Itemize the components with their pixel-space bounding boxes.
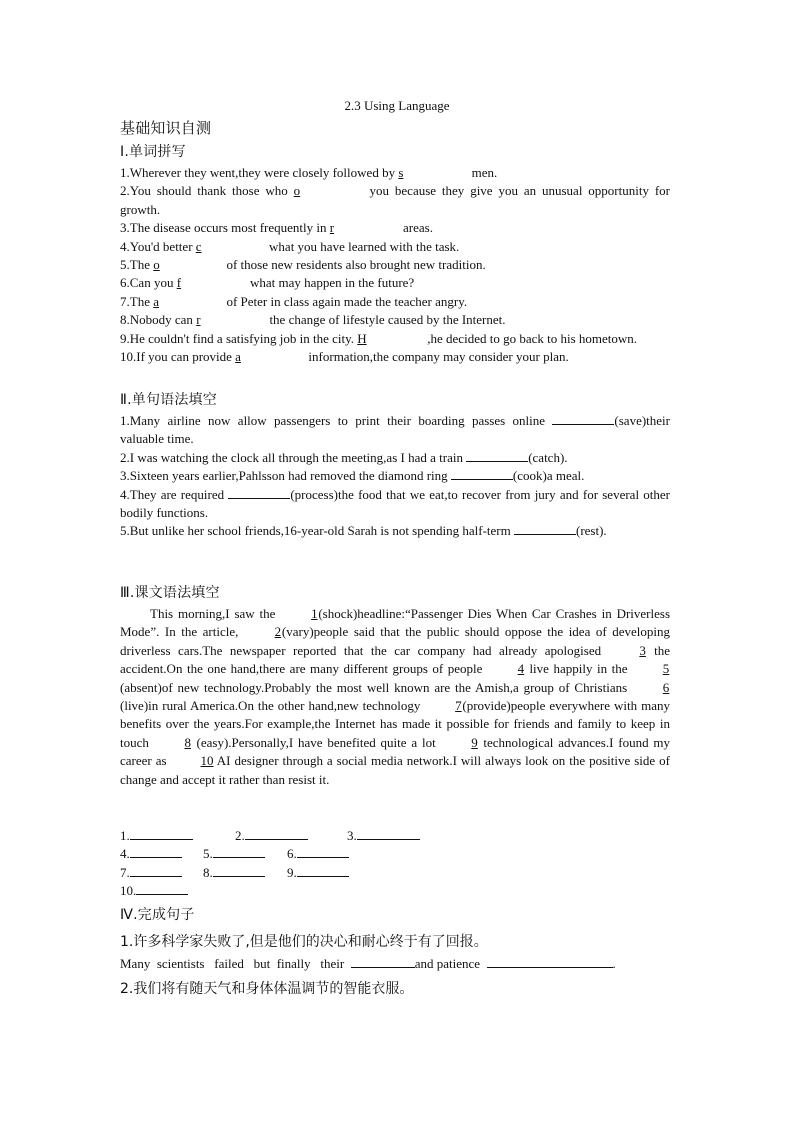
numbered-blank[interactable]: 7 bbox=[455, 698, 462, 714]
item-text: 10.If you can provide bbox=[120, 349, 236, 365]
answer-blank[interactable] bbox=[213, 845, 265, 858]
answer-blank[interactable] bbox=[130, 864, 182, 877]
item-text: 1.Wherever they went,they were closely followed by bbox=[120, 165, 399, 180]
answer-blank[interactable] bbox=[466, 449, 528, 462]
item-text: 2.I was watching the clock all through the meeting,as I had a train bbox=[120, 449, 467, 465]
passage-text: (easy).Personally,I have benefited quite a lot bbox=[191, 734, 441, 750]
answer-blank[interactable] bbox=[130, 827, 193, 840]
answer-slot bbox=[203, 845, 265, 862]
numbered-blank[interactable]: 5 bbox=[662, 661, 670, 677]
answer-slot bbox=[347, 827, 420, 844]
item-text: 7.The bbox=[120, 293, 154, 309]
section-3-passage bbox=[120, 605, 670, 789]
passage-text: (absent)of new technology.Probably the most well known are the Amish,a group of Christians bbox=[120, 679, 632, 695]
item-text: what you have learned with the task. bbox=[265, 238, 460, 254]
spelling-item bbox=[120, 182, 670, 219]
passage-text: (vary)people said that the public should oppose the idea of developing driverless cars.The newspaper reported that the car company had already apologised bbox=[120, 624, 670, 658]
answer-slot bbox=[120, 864, 182, 881]
answer-slot bbox=[235, 827, 308, 844]
passage-text: (live)in rural America.On the other hand,new technology bbox=[120, 698, 425, 714]
item-text: (process)the food that we eat,to recover from jury and for several other bodily functions. bbox=[120, 486, 670, 521]
spelling-item bbox=[120, 293, 670, 311]
answer-blank[interactable] bbox=[351, 955, 415, 968]
section-3-title: Ⅲ.课文语法填空 bbox=[120, 585, 220, 601]
document-title: 2.3 Using Language bbox=[344, 98, 450, 113]
item-text: what may happen in the future? bbox=[246, 275, 415, 291]
answer-number: 5. bbox=[203, 846, 213, 861]
answer-slot bbox=[287, 845, 349, 862]
section-2-title: Ⅱ.单句语法填空 bbox=[120, 392, 217, 408]
grammar-item bbox=[120, 486, 670, 523]
answer-blank[interactable] bbox=[451, 467, 513, 480]
passage-text: AI designer through a social media network.I will always look on the positive side of change and accept it rather than resist it. bbox=[120, 753, 670, 787]
answer-blank[interactable]: r bbox=[329, 220, 335, 236]
item-text: you because they give you an unusual opportunity for growth. bbox=[120, 183, 671, 217]
answer-slot bbox=[120, 882, 188, 899]
spelling-item bbox=[120, 256, 670, 274]
answer-slot bbox=[287, 864, 349, 881]
item-text: 3.The disease occurs most frequently in bbox=[120, 220, 330, 236]
numbered-blank[interactable]: 10 bbox=[200, 753, 214, 769]
spelling-item bbox=[120, 238, 670, 256]
answer-blank[interactable] bbox=[297, 864, 349, 877]
answer-blank[interactable]: H bbox=[357, 330, 367, 346]
item-text: 5.The bbox=[120, 257, 154, 273]
item-text: 4.They are required bbox=[120, 486, 229, 502]
answer-blank[interactable]: c bbox=[195, 238, 202, 254]
passage-text: technological advances.I found my career as bbox=[120, 734, 671, 769]
answer-number: 3. bbox=[347, 828, 357, 843]
answer-blank[interactable] bbox=[297, 845, 349, 858]
section-2-list bbox=[120, 412, 670, 541]
item-text: areas. bbox=[399, 220, 433, 236]
answer-blank[interactable]: o bbox=[293, 183, 301, 199]
answer-blank[interactable] bbox=[136, 882, 188, 895]
answer-blank[interactable] bbox=[245, 827, 308, 840]
item-text: 8.Nobody can bbox=[120, 312, 197, 328]
item-text: information,the company may consider your plan. bbox=[305, 349, 569, 365]
section-heading: 基础知识自测 bbox=[120, 119, 212, 137]
answer-number: 2. bbox=[235, 828, 245, 843]
item-text: (save)their valuable time. bbox=[120, 413, 670, 447]
translation-prompt-1: 1.许多科学家失败了,但是他们的决心和耐心终于有了回报。 bbox=[120, 934, 488, 950]
answer-blank[interactable] bbox=[487, 955, 613, 968]
spelling-item bbox=[120, 219, 670, 237]
item-text: ,he decided to go back to his hometown. bbox=[427, 330, 638, 346]
answer-slot bbox=[120, 845, 182, 862]
sentence-start: Many scientists failed but finally their bbox=[120, 956, 351, 971]
answer-number: 1. bbox=[120, 828, 130, 843]
grammar-item bbox=[120, 449, 670, 467]
item-text: (rest). bbox=[575, 523, 607, 539]
numbered-blank[interactable]: 9 bbox=[471, 734, 478, 750]
sentence-middle: and patience bbox=[414, 956, 487, 971]
item-text: 9.He couldn't find a satisfying job in the city. bbox=[120, 330, 358, 346]
numbered-blank[interactable]: 3 bbox=[639, 642, 646, 658]
numbered-blank[interactable]: 1 bbox=[311, 606, 318, 621]
answer-blank[interactable]: a bbox=[235, 349, 241, 365]
translation-prompt-2: 2.我们将有随天气和身体体温调节的智能衣服。 bbox=[120, 981, 414, 997]
numbered-blank[interactable]: 8 bbox=[184, 734, 191, 750]
passage-text: (shock)headline:“Passenger Dies When Car Crashes in Driverless Mode”. In the article, bbox=[120, 606, 670, 640]
grammar-item bbox=[120, 467, 670, 485]
item-text: (cook)a meal. bbox=[512, 468, 585, 484]
answer-number: 9. bbox=[287, 865, 297, 880]
answer-number: 4. bbox=[120, 846, 130, 861]
item-text: the change of lifestyle caused by the Internet. bbox=[266, 312, 506, 328]
numbered-blank[interactable]: 4 bbox=[517, 661, 525, 677]
answer-number: 7. bbox=[120, 865, 130, 880]
spelling-item bbox=[120, 330, 670, 348]
spelling-item bbox=[120, 348, 670, 366]
item-text: of Peter in class again made the teacher angry. bbox=[223, 293, 468, 309]
answer-blank[interactable]: s bbox=[398, 165, 404, 180]
answer-blank[interactable] bbox=[357, 827, 420, 840]
answer-blank[interactable]: r bbox=[196, 312, 201, 328]
numbered-blank[interactable]: 6 bbox=[662, 679, 670, 695]
item-text: 1.Many airline now allow passengers to print their boarding passes online bbox=[120, 413, 553, 428]
section-1-list bbox=[120, 164, 670, 366]
passage-paragraph bbox=[120, 605, 670, 789]
answer-blank[interactable] bbox=[514, 522, 576, 535]
item-text: men. bbox=[468, 165, 498, 180]
answer-number: 10. bbox=[120, 883, 137, 898]
answer-blank[interactable] bbox=[130, 845, 182, 858]
item-text: 4.You'd better bbox=[120, 238, 196, 254]
item-text: 6.Can you bbox=[120, 275, 177, 291]
passage-text: This morning,I saw the bbox=[150, 606, 281, 621]
answer-blank[interactable] bbox=[228, 486, 290, 499]
passage-text: the accident.On the one hand,there are many different groups of people bbox=[120, 642, 670, 677]
item-text: 2.You should thank those who bbox=[120, 183, 294, 199]
item-text: 3.Sixteen years earlier,Pahlsson had removed the diamond ring bbox=[120, 468, 451, 484]
answer-slot bbox=[203, 864, 265, 881]
translation-answer-1 bbox=[120, 955, 616, 972]
grammar-item bbox=[120, 412, 670, 449]
sentence-end: . bbox=[612, 956, 616, 971]
answer-blank[interactable]: o bbox=[153, 257, 160, 273]
spelling-item bbox=[120, 311, 670, 329]
answer-slot bbox=[120, 827, 193, 844]
answer-blank[interactable] bbox=[552, 412, 614, 425]
answer-blank[interactable]: a bbox=[153, 293, 159, 309]
spelling-item bbox=[120, 274, 670, 292]
grammar-item bbox=[120, 522, 670, 540]
section-4-title: Ⅳ.完成句子 bbox=[120, 907, 195, 923]
numbered-blank[interactable]: 2 bbox=[274, 624, 282, 640]
section-1-title: Ⅰ.单词拼写 bbox=[120, 144, 186, 160]
spelling-item bbox=[120, 164, 670, 182]
passage-text: (provide)people everywhere with many benefits over the years.For example,the Internet has made it possible for friends and family to keep in touch bbox=[120, 698, 670, 750]
item-text: of those new residents also brought new tradition. bbox=[223, 257, 486, 273]
answer-blank[interactable]: f bbox=[176, 275, 182, 291]
answer-number: 6. bbox=[287, 846, 297, 861]
passage-text: live happily in the bbox=[524, 661, 632, 677]
item-text: 5.But unlike her school friends,16-year-old Sarah is not spending half-term bbox=[120, 523, 514, 539]
answer-blank[interactable] bbox=[213, 864, 265, 877]
answer-number: 8. bbox=[203, 865, 213, 880]
item-text: (catch). bbox=[528, 449, 568, 465]
